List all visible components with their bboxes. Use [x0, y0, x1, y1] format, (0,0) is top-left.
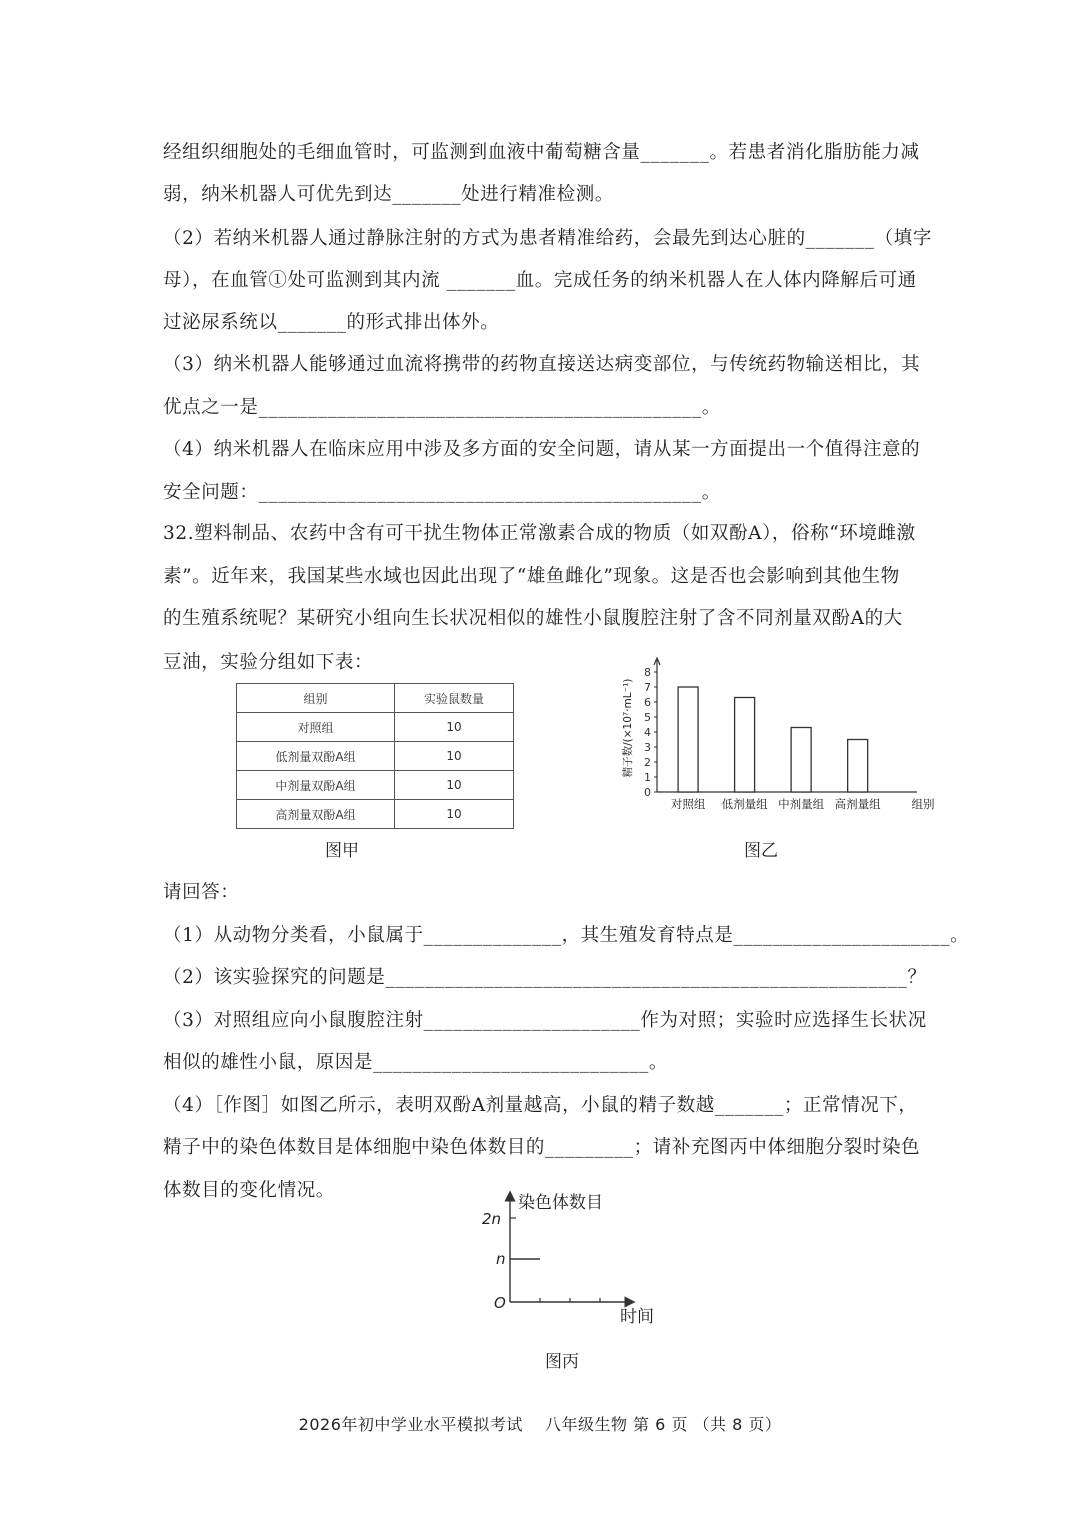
chart-bars	[678, 687, 868, 792]
tick-label-origin: O	[494, 1294, 506, 1312]
bar-1	[735, 698, 755, 793]
question-32-line: 的生殖系统呢？某研究小组向生长状况相似的雄性小鼠腹腔注射了含不同剂量双酚A的大	[163, 608, 903, 629]
figure-caption-bing: 图丙	[545, 1352, 579, 1372]
question-line: （3）对照组应向小鼠腹腔注射______________________作为对照；实验时应选择生长状况	[163, 1010, 927, 1031]
table-cell: 10	[395, 800, 514, 829]
page-footer: 2026年初中学业水平模拟考试 八年级生物 第 6 页 （共 8 页）	[298, 1415, 782, 1434]
tick-label-2n: 2n	[482, 1210, 502, 1228]
question-line: （2）该实验探究的问题是_____________________________________________________？	[163, 967, 927, 988]
table-cell: 中剂量双酚A组	[237, 771, 395, 800]
y-tick-label: 6	[644, 696, 651, 709]
table-cell: 10	[395, 771, 514, 800]
question-line: （1）从动物分类看，小鼠属于______________，其生殖发育特点是______________________。	[163, 925, 970, 946]
figure-caption-yi: 图乙	[744, 841, 778, 861]
table-row	[237, 742, 514, 771]
x-tick-label: 低剂量组	[721, 797, 768, 811]
y-tick-label: 5	[644, 711, 651, 724]
text-line: 母），在血管①处可监测到其内流 _______血。完成任务的纳米机器人在人体内降解后可通	[163, 270, 917, 291]
table-cell: 10	[395, 713, 514, 742]
chart-x-label: 组别	[911, 797, 935, 811]
text-line: 弱，纳米机器人可优先到达_______处进行精准检测。	[163, 184, 614, 205]
y-tick-label: 0	[644, 786, 651, 799]
question-line: 相似的雄性小鼠，原因是____________________________。	[163, 1052, 669, 1073]
x-tick-label: 高剂量组	[834, 797, 881, 811]
x-axis-label: 时间	[620, 1307, 654, 1327]
x-tick-label: 中剂量组	[778, 797, 825, 811]
tick-label-n: n	[496, 1250, 506, 1268]
y-tick-label: 7	[644, 681, 651, 694]
chart-labels	[621, 666, 935, 811]
chart-y-label: 精子数/(×10⁷·mL⁻¹)	[622, 678, 634, 778]
y-tick-label: 3	[644, 741, 651, 754]
text-line: 过泌尿系统以_______的形式排出体外。	[163, 312, 500, 333]
question-line: （4）［作图］如图乙所示，表明双酚A剂量越高，小鼠的精子数越_______；正常情况下，	[163, 1095, 918, 1116]
question-32-line: 豆油，实验分组如下表：	[163, 652, 374, 673]
text-line: 经组织细胞处的毛细血管时，可监测到血液中葡萄糖含量_______。若患者消化脂肪能力减	[163, 142, 920, 163]
table-header-row	[237, 684, 514, 713]
chromosome-count-graph	[470, 1188, 670, 1328]
table-row	[237, 713, 514, 742]
table-row	[237, 771, 514, 800]
text-line: 优点之一是_____________________________________________。	[163, 397, 721, 418]
table-cell: 低剂量双酚A组	[237, 742, 395, 771]
y-tick-label: 1	[644, 771, 651, 784]
question-line: 精子中的染色体数目是体细胞中染色体数目的_________；请补充图丙中体细胞分裂时染色	[163, 1137, 921, 1158]
text-line: （3）纳米机器人能够通过血流将携带的药物直接送达病变部位，与传统药物输送相比，其	[163, 354, 921, 375]
table-cell: 10	[395, 742, 514, 771]
text-line: 安全问题：_____________________________________________。	[163, 482, 721, 503]
y-axis-label: 染色体数目	[518, 1193, 603, 1213]
question-line: 体数目的变化情况。	[163, 1180, 335, 1201]
text-line: （2）若纳米机器人通过静脉注射的方式为患者精准给药，会最先到达心脏的_______（填字	[163, 228, 932, 249]
y-tick-label: 2	[644, 756, 651, 769]
table-cell: 高剂量双酚A组	[237, 800, 395, 829]
experiment-group-table	[236, 683, 514, 829]
y-tick-label: 4	[644, 726, 651, 739]
y-tick-label: 8	[644, 666, 651, 679]
sperm-count-bar-chart	[612, 654, 935, 820]
question-prompt: 请回答：	[163, 882, 240, 903]
question-32-line: 32.塑料制品、农药中含有可干扰生物体正常激素合成的物质（如双酚A），俗称“环境雌激	[163, 523, 916, 544]
bar-2	[791, 728, 811, 793]
text-line: （4）纳米机器人在临床应用中涉及多方面的安全问题，请从某一方面提出一个值得注意的	[163, 439, 921, 460]
table-header: 组别	[237, 684, 395, 713]
bar-0	[678, 687, 698, 792]
x-tick-label: 对照组	[670, 797, 706, 811]
figure-caption-jia: 图甲	[325, 841, 359, 861]
table-row	[237, 800, 514, 829]
table-cell: 对照组	[237, 713, 395, 742]
question-32-line: 素”。近年来，我国某些水域也因此出现了“雄鱼雌化”现象。这是否也会影响到其他生物	[163, 566, 900, 587]
table-header: 实验鼠数量	[395, 684, 514, 713]
bar-3	[848, 740, 868, 793]
